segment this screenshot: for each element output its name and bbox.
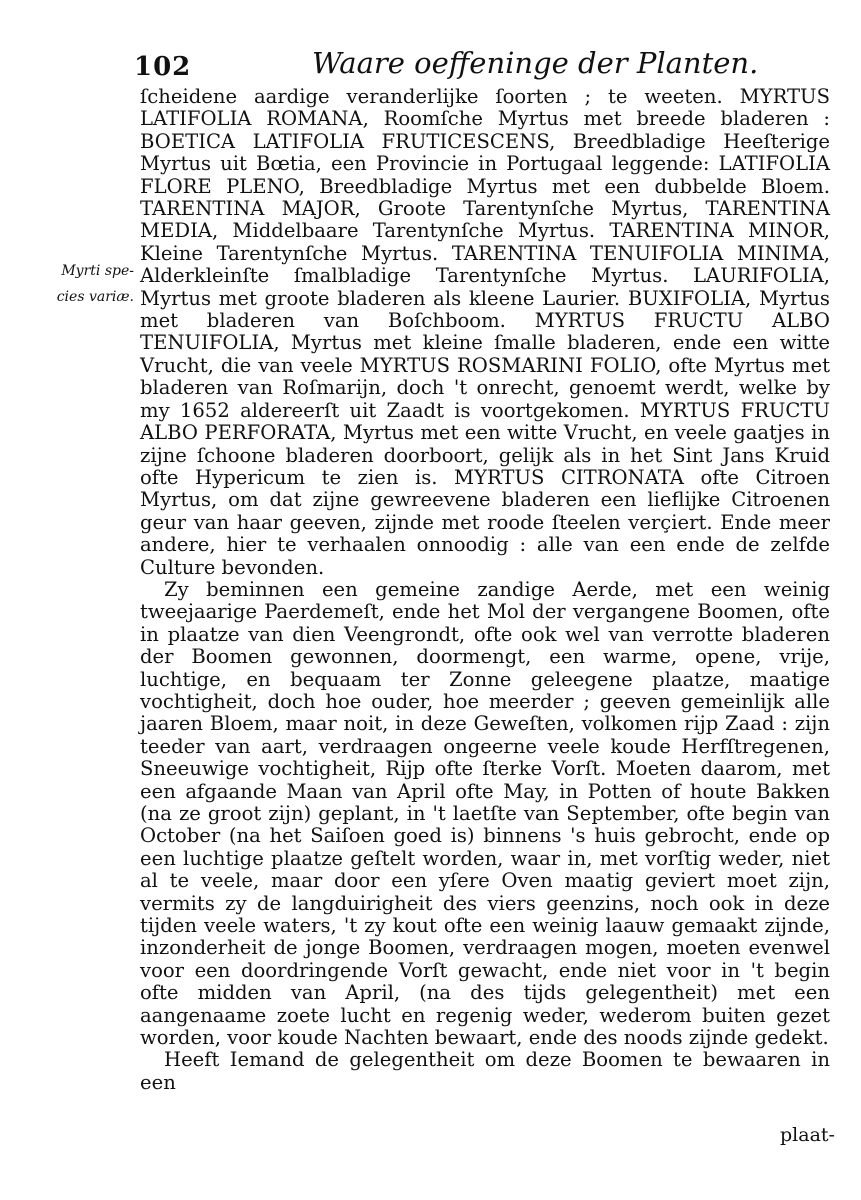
- paragraph-varieties: ſcheidene aardige veranderlijke ſoorten ; te weeten. MYRTUS LATIFOLIA ROMANA, Roomſche Myrtus met breede bladeren : BOETICA LATIFOLIA FRUTICESCENS, Breedbladige Heeſterige Myrtus uit Bœtia, een Provincie in Portugaal leggende: LATIFOLIA FLORE PLENO, Breedbladige Myrtus met een dubbelde Bloem. TARENTINA MAJOR, Groote Tarentynſche Myrtus, TARENTINA MEDIA, Middelbaare Tarentynſche Myrtus. TARENTINA MINOR, Kleine Tarentynſche Myrtus. TARENTINA TENUIFOLIA MINIMA, Alderkleinſte ſmalbladige Tarentynſche Myrtus. LAURIFOLIA, Myrtus met groote bladeren als kleene Laurier. BUXIFOLIA, Myrtus met bladeren van Boſchboom. MYRTUS FRUCTU ALBO TENUIFOLIA, Myrtus met kleine ſmalle bladeren, ende een witte Vrucht, die van veele MYRTUS ROSMARINI FOLIO, ofte Myrtus met bladeren van Roſmarijn, doch 't onrecht, genoemt werdt, welke by my 1652 aldereerſt uit Zaadt is voortgekomen. MYRTUS FRUCTU ALBO PERFORATA, Myrtus met een witte Vrucht, en veele gaatjes in zijne ſchoone bladeren doorboort, gelijk als in het Sint Jans Kruid ofte Hypericum te zien is. MYRTUS CITRONATA ofte Citroen Myrtus, om dat zijne gewreevene bladeren een lieflijke Citroenen geur van haar geeven, zijnde met roode ſteelen verçiert. Ende meer andere, hier te verhaalen onnoodig : alle van een ende de zelfde Culture bevonden.: [140, 85, 830, 579]
- body-text: [140, 86, 830, 1094]
- page-number: 102: [134, 52, 192, 82]
- margin-note-line: cies variæ.: [56, 289, 134, 305]
- running-title: Waare oeffeninge der Planten.: [312, 46, 759, 80]
- paragraph-culture: Zy beminnen een gemeine zandige Aerde, met een weinig tweejaarige Paerdemeſt, ende het Mol der vergangene Boomen, ofte in plaatze van dien Veengrondt, ofte ook wel van verrotte bladeren der Boomen gewonnen, doormengt, een warme, opene, vrije, luchtige, en bequaam ter Zonne geleegene plaatze, maatige vochtigheit, doch hoe ouder, hoe meerder ; geeven gemeinlijk alle jaaren Bloem, maar noit, in deze Geweſten, volkomen rijp Zaad : zijn teeder van aart, verdraagen ongeerne veele koude Herfſtregenen, Sneeuwige vochtigheit, Rijp ofte ſterke Vorſt. Moeten daarom, met een afgaande Maan van April ofte May, in Potten of houte Bakken (na ze groot zijn) geplant, in 't laetſte van September, ofte begin van October (na het Saiſoen goed is) binnens 's huis gebrocht, ende op een luchtige plaatze geſtelt worden, waar in, met vorſtig weder, niet al te veele, maar door een yſere Oven maatig geviert moet zijn, vermits zy de langduirigheit des viers geenzins, noch ook in deze tijden veele waters, 't zy kout ofte een weinig laauw gemaakt zijnde, inzonderheit de jonge Boomen, verdraagen mogen, moeten evenwel voor een doordringende Vorſt gewacht, ende niet voor in 't begin ofte midden van April, (na des tijds gelegentheit) met een aangenaame zoete lucht en regenig weder, wederom buiten gezet worden, voor koude Nachten bewaart, ende des noods zijnde gedekt.: [140, 577, 830, 1050]
- catchword: plaat-: [780, 1124, 835, 1146]
- margin-note: [40, 258, 134, 310]
- margin-note-line: Myrti spe-: [61, 263, 134, 279]
- paragraph-storage: Heeft Iemand de gelegentheit om deze Boomen te bewaaren in een: [140, 1048, 830, 1094]
